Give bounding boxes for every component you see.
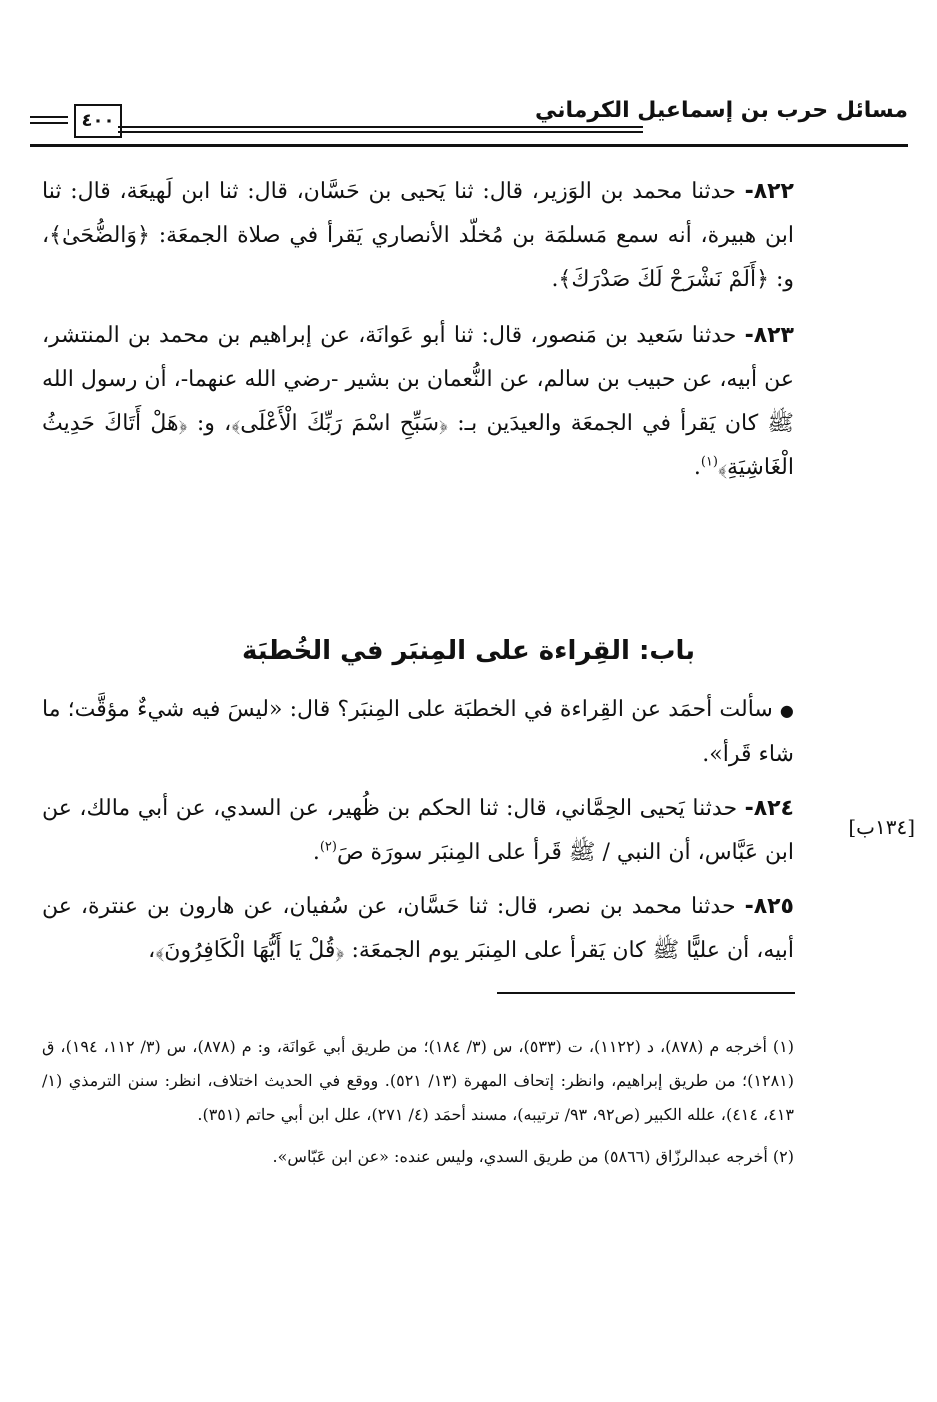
main-text-bottom — [42, 688, 794, 983]
header-ornament-line — [118, 126, 643, 128]
running-title: مسائل حرب بن إسماعيل الكرماني — [534, 98, 908, 123]
footnote-ref[interactable]: (١) — [700, 454, 718, 470]
hadith-823 — [42, 314, 794, 490]
hadith-number: ٨٢٣- — [744, 323, 794, 348]
hadith-text: حدثنا سَعيد بن مَنصور، قال: ثنا أبو عَوانَة، عن إبراهيم بن محمد بن المنتشر، عن أبيه، عن حبيب بن سالم، عن النُّعمان بن بشير -رضي الله عنهما-، أن رسول الله ﷺ كان يَقرأ في الجمعَة والعيدَين بـ: ﴿سَبِّحِ اسْمَ رَبِّكَ الْأَعْلَى﴾، و: ﴿هَلْ أَتَاكَ حَدِيثُ الْغَاشِيَةِ﴾ — [42, 323, 794, 480]
hadith-text: حدثنا يَحيى الحِمَّاني، قال: ثنا الحكم بن ظُهير، عن السدي، عن أبي مالك، عن ابن عَبَّاس، أن النبي / ﷺ قَرأ على المِنبَر سورَة صَ — [42, 796, 794, 865]
hadith-text: حدثنا محمد بن الوَزير، قال: ثنا يَحيى بن حَسَّان، قال: ثنا ابن لَهيعَة، قال: ثنا ابن هبيرة، أنه سمع مَسلمَة بن مُخلّد الأنصاري يَقرأ في صلاة الجمعَة: ﴿وَالضُّحَىٰ﴾، و: ﴿أَلَمْ نَشْرَحْ لَكَ صَدْرَكَ﴾. — [42, 179, 794, 292]
footnote-ref[interactable]: (٢) — [319, 839, 337, 855]
hadith-text: حدثنا محمد بن نصر، قال: ثنا حَسَّان، عن سُفيان، عن هارون بن عنترة، عن أبيه، أن عليًّا ﷺ كان يَقرأ على المِنبَر يوم الجمعَة: ﴿قُلْ يَا أَيُّهَا الْكَافِرُونَ﴾، — [42, 894, 794, 963]
footnote-2: (٢) أخرجه عبدالرزّاق (٥٨٦٦) من طريق السدي، وليس عنده: «عن ابن عَبّاس». — [272, 1147, 794, 1166]
question-paragraph — [42, 688, 794, 777]
page-number: ٤٠٠ — [74, 104, 122, 138]
hadith-tail: . — [693, 455, 701, 480]
footnotes — [42, 1030, 794, 1182]
footnote-separator — [497, 992, 795, 994]
hadith-822 — [42, 170, 794, 302]
header-rule — [30, 144, 908, 147]
header-ornament-line — [30, 116, 68, 118]
main-text-top — [42, 170, 794, 502]
page-header — [30, 92, 908, 152]
hadith-825 — [42, 885, 794, 973]
hadith-824 — [42, 787, 794, 875]
manuscript-folio-note: [١٣٤ب] — [848, 815, 915, 839]
chapter-heading: باب: القِراءة على المِنبَر في الخُطبَة — [241, 636, 696, 666]
hadith-number: ٨٢٢- — [744, 179, 794, 204]
hadith-tail: . — [312, 840, 320, 865]
bullet-icon: ● — [779, 701, 794, 720]
hadith-number: ٨٢٤- — [744, 796, 794, 821]
hadith-number: ٨٢٥- — [744, 894, 794, 919]
question-text: سألت أحمَد عن القِراءة في الخطبَة على المِنبَر؟ قال: «ليسَ فيه شيءٌ مؤقَّت؛ ما شاء قَرأ». — [42, 697, 794, 767]
header-ornament-line — [30, 122, 68, 124]
footnote-1: (١) أخرجه م (٨٧٨)، د (١١٢٢)، ت (٥٣٣)، س (٣/ ١٨٤)؛ من طريق أبي عَوانَة، و: م (٨٧٨)، س (٣/ ١١٢، ١٩٤)، ق (١٢٨١)؛ من طريق إبراهيم، وانظر: إتحاف المهرة (١٣/ ٥٢١). ووقع في الحديث اختلاف، انظر: سنن الترمذي (١/ ٤١٣، ٤١٤)، علله الكبير (ص٩٢، ٩٣/ ترتيبه)، مسند أحمَد (٤/ ٢٧١)، علل ابن أبي حاتم (٣٥١). — [42, 1037, 795, 1124]
header-ornament-line — [118, 131, 643, 133]
